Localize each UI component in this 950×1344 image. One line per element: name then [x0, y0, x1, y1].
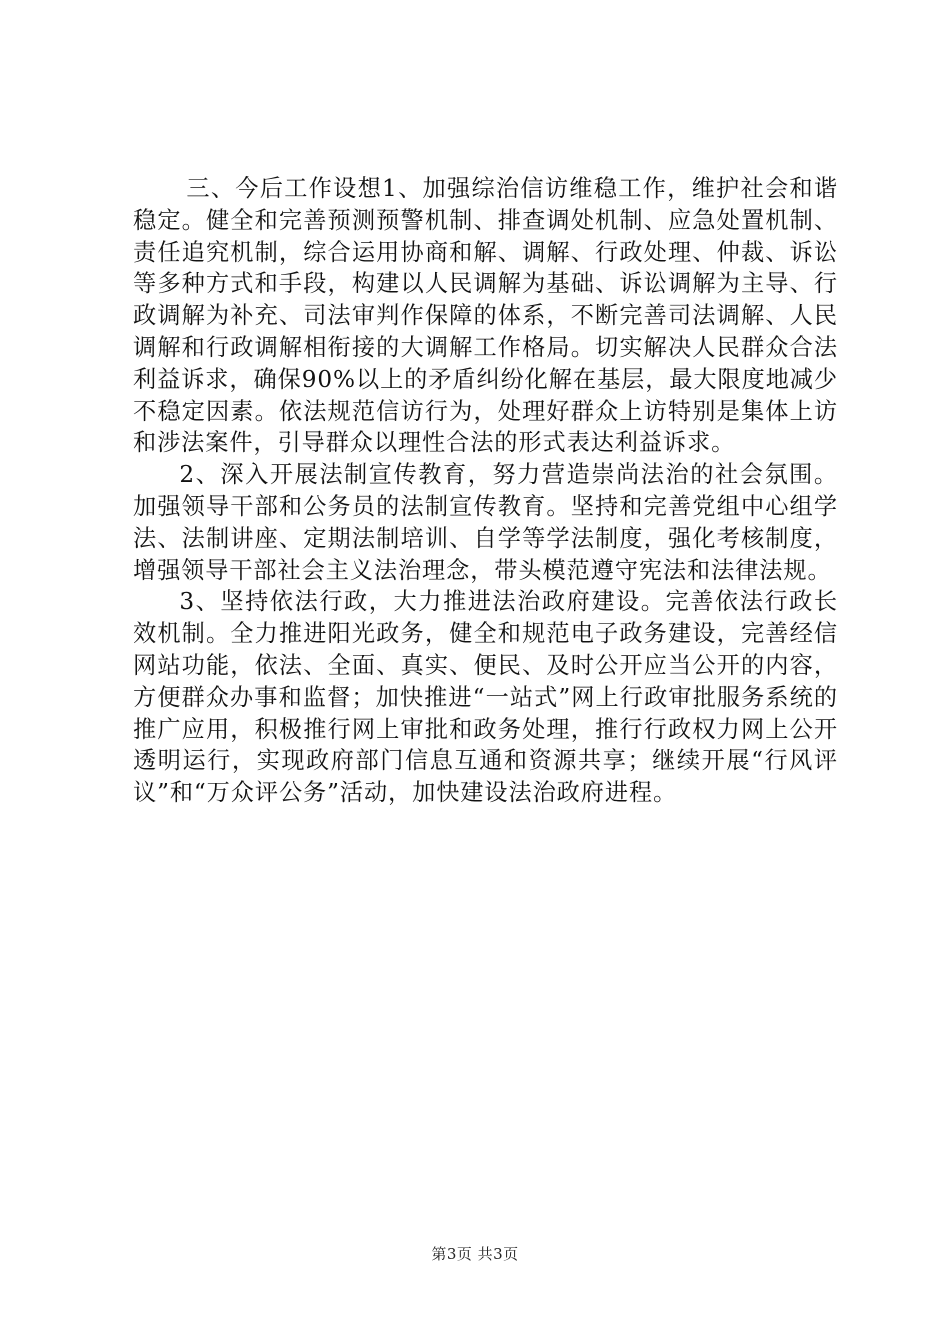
paragraph-future-plans: 三、今后工作设想1、加强综治信访维稳工作，维护社会和谐稳定。健全和完善预测预警机制、排查调处机制、应急处置机制、责任追究机制，综合运用协商和解、调解、行政处理、仲裁、诉讼等多种方式和手段，构建以人民调解为基础、诉讼调解为主导、行政调解为补充、司法审判作保障的体系，不断完善司法调解、人民调解和行政调解相衔接的大调解工作格局。切实解决人民群众合法利益诉求，确保90%以上的矛盾纠纷化解在基层，最大限度地减少不稳定因素。依法规范信访行为，处理好群众上访特别是集体上访和涉法案件，引导群众以理性合法的形式表达利益诉求。: [133, 175, 838, 457]
page-number-footer: 第3页 共3页: [431, 1245, 519, 1263]
paragraph-legal-education: 2、深入开展法制宣传教育，努力营造崇尚法治的社会氛围。加强领导干部和公务员的法制宣传教育。坚持和完善党组中心组学法、法制讲座、定期法制培训、自学等学法制度，强化考核制度，增强领导干部社会主义法治理念，带头模范遵守宪法和法律法规。: [133, 461, 838, 584]
document-body: [133, 173, 838, 809]
paragraph-law-based-administration: 3、坚持依法行政，大力推进法治政府建设。完善依法行政长效机制。全力推进阳光政务，健全和规范电子政务建设，完善经信网站功能，依法、全面、真实、便民、及时公开应当公开的内容，方便群众办事和监督；加快推进“一站式”网上行政审批服务系统的推广应用，积极推行网上审批和政务处理，推行行政权力网上公开透明运行，实现政府部门信息互通和资源共享；继续开展“行风评议”和“万众评公务”活动，加快建设法治政府进程。: [133, 588, 838, 807]
